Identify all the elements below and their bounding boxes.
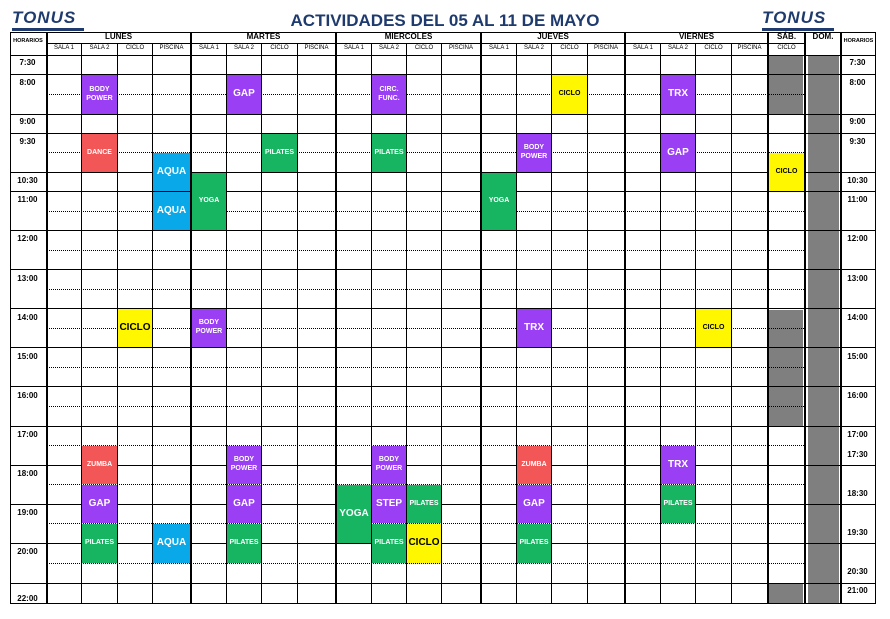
activity-block[interactable]: PILATES (372, 134, 406, 172)
grid-line (10, 172, 876, 173)
time-label: 9:30 (19, 137, 36, 146)
closed-block (808, 56, 839, 604)
grid-line (261, 43, 262, 604)
room-header: SALA 1 (632, 45, 653, 51)
activity-block[interactable]: PILATES (407, 485, 441, 523)
grid-line (587, 43, 588, 604)
activity-block[interactable]: PILATES (372, 524, 406, 563)
day-header-miercoles: MIERCOLES (384, 32, 433, 41)
time-label: 19:00 (17, 508, 38, 517)
day-header-domingo: DOM. (812, 32, 834, 41)
room-header: SALA 2 (233, 45, 254, 51)
schedule-grid (10, 32, 876, 604)
room-header: SALA 2 (523, 45, 544, 51)
room-header: SALA 2 (378, 45, 399, 51)
activity-block[interactable]: PILATES (227, 524, 261, 563)
grid-line (624, 32, 626, 604)
activity-block[interactable]: DANCE (82, 134, 117, 172)
activity-block[interactable]: BODY POWER (227, 446, 261, 484)
grid-line (551, 43, 552, 604)
activity-block[interactable]: YOGA (192, 173, 226, 230)
activity-block[interactable]: YOGA (482, 173, 516, 230)
closed-block (768, 56, 803, 115)
time-label: 10:30 (847, 176, 868, 185)
activity-block[interactable]: AQUA (153, 153, 190, 191)
time-label: 13:00 (847, 274, 868, 283)
time-label: 15:00 (847, 352, 868, 361)
room-header: PISCINA (304, 45, 329, 51)
activity-block[interactable]: TRX (517, 309, 551, 347)
activity-block[interactable]: CICLO (407, 524, 441, 563)
grid-line (10, 74, 876, 75)
time-label: 18:00 (17, 469, 38, 478)
activity-block[interactable]: BODY POWER (517, 134, 551, 172)
activity-block[interactable]: CICLO (769, 153, 804, 191)
activity-block[interactable]: GAP (661, 134, 695, 172)
activity-block[interactable]: PILATES (517, 524, 551, 563)
activity-block[interactable]: PILATES (82, 524, 117, 563)
room-header: CICLO (704, 45, 723, 51)
day-header-viernes: VIERNES (678, 32, 715, 41)
grid-line (804, 32, 806, 604)
grid-line (10, 133, 876, 134)
time-label: 10:30 (17, 176, 38, 185)
day-header-martes: MARTES (246, 32, 281, 41)
grid-line (46, 32, 48, 604)
grid-line (441, 43, 442, 604)
room-header: CICLO (125, 45, 145, 51)
activity-block[interactable]: TRX (661, 75, 695, 114)
grid-line (10, 426, 876, 427)
activity-block[interactable]: CICLO (552, 75, 587, 114)
activity-block[interactable]: ZUMBA (82, 446, 117, 484)
time-label: 16:00 (847, 391, 868, 400)
grid-line (10, 347, 876, 348)
grid-line (731, 43, 732, 604)
room-header: SALA 2 (667, 45, 688, 51)
horarios-label: HORARIOS (13, 38, 43, 44)
time-label: 14:00 (17, 313, 38, 322)
grid-line (875, 32, 876, 604)
room-header: PISCINA (737, 45, 762, 51)
room-header: CICLO (560, 45, 579, 51)
room-header: SALA 1 (198, 45, 219, 51)
activity-block[interactable]: GAP (82, 485, 117, 523)
time-label: 8:00 (849, 78, 866, 87)
room-header: CICLO (777, 45, 796, 51)
time-label: 17:00 (17, 430, 38, 439)
day-header-jueves: JUEVES (537, 32, 569, 41)
time-label: 15:00 (17, 352, 38, 361)
grid-line (47, 250, 804, 251)
activity-block[interactable]: CICLO (696, 309, 731, 347)
grid-line (47, 367, 804, 368)
room-header: SALA 1 (488, 45, 509, 51)
time-label: 8:00 (19, 78, 36, 87)
time-label: 14:00 (847, 313, 868, 322)
activity-block[interactable]: CICLO (118, 309, 152, 347)
grid-line (47, 406, 804, 407)
time-label: 11:00 (17, 195, 38, 204)
time-label: 19:30 (847, 528, 868, 537)
room-header: CICLO (414, 45, 434, 51)
time-label: 21:00 (847, 586, 868, 595)
activity-block[interactable]: GAP (227, 485, 261, 523)
grid-line (10, 114, 876, 115)
grid-line (10, 269, 876, 270)
room-header: SALA 1 (343, 45, 364, 51)
logo-text: TONUS (12, 8, 77, 27)
time-label: 17:30 (847, 450, 868, 459)
activity-block[interactable]: TRX (661, 446, 695, 484)
activity-block[interactable]: BODY POWER (82, 75, 117, 114)
grid-line (10, 543, 876, 544)
activity-block[interactable]: BODY POWER (192, 309, 226, 347)
time-label: 7:30 (849, 58, 866, 67)
activity-block[interactable]: AQUA (153, 192, 190, 230)
grid-line (47, 289, 804, 290)
activity-block[interactable]: CIRC. FUNC. (372, 75, 406, 114)
grid-line (10, 191, 876, 192)
grid-line (10, 55, 876, 56)
room-header: SALA 2 (89, 45, 110, 51)
room-header: PISCINA (448, 45, 473, 51)
grid-line (767, 32, 769, 604)
time-label: 13:00 (17, 274, 38, 283)
activity-block[interactable]: YOGA (337, 485, 371, 543)
closed-block (768, 583, 803, 604)
time-label: 16:00 (17, 391, 38, 400)
activity-block[interactable]: BODY POWER (372, 446, 406, 484)
day-header-lunes: LUNES (104, 32, 133, 41)
activity-block[interactable]: GAP (517, 485, 551, 523)
room-header: PISCINA (593, 45, 618, 51)
grid-line (47, 328, 804, 329)
grid-line (10, 504, 876, 505)
time-label: 7:30 (19, 58, 36, 67)
logo-text: TONUS (762, 8, 827, 27)
page-title: ACTIVIDADES DEL 05 AL 11 DE MAYO (290, 11, 600, 30)
activity-block[interactable]: AQUA (153, 524, 190, 563)
grid-line (297, 43, 298, 604)
grid-line (10, 230, 876, 231)
time-label: 9:30 (849, 137, 866, 146)
grid-line (10, 465, 876, 466)
time-label: 20:00 (17, 547, 38, 556)
grid-line (480, 32, 482, 604)
horarios-label: HORARIOS (843, 38, 874, 44)
time-label: 22:00 (17, 594, 38, 603)
room-header: PISCINA (159, 45, 184, 51)
time-label: 20:30 (847, 567, 868, 576)
time-label: 12:00 (847, 234, 868, 243)
time-label: 17:00 (847, 430, 868, 439)
activity-block[interactable]: PILATES (262, 134, 297, 172)
grid-line (10, 386, 876, 387)
grid-line (47, 563, 804, 564)
time-label: 12:00 (17, 234, 38, 243)
activity-block[interactable]: PILATES (661, 485, 695, 523)
grid-line (152, 43, 153, 604)
room-header: CICLO (270, 45, 289, 51)
grid-line (10, 603, 876, 604)
time-label: 9:00 (849, 117, 866, 126)
time-label: 18:30 (847, 489, 868, 498)
activity-block[interactable]: STEP (372, 485, 406, 523)
time-label: 9:00 (19, 117, 36, 126)
room-header: SALA 1 (53, 45, 74, 51)
grid-line (10, 583, 876, 584)
activity-block[interactable]: ZUMBA (517, 446, 551, 484)
activity-block[interactable]: GAP (227, 75, 261, 114)
time-label: 11:00 (847, 195, 868, 204)
day-header-sabado: SÁB. (776, 32, 797, 41)
